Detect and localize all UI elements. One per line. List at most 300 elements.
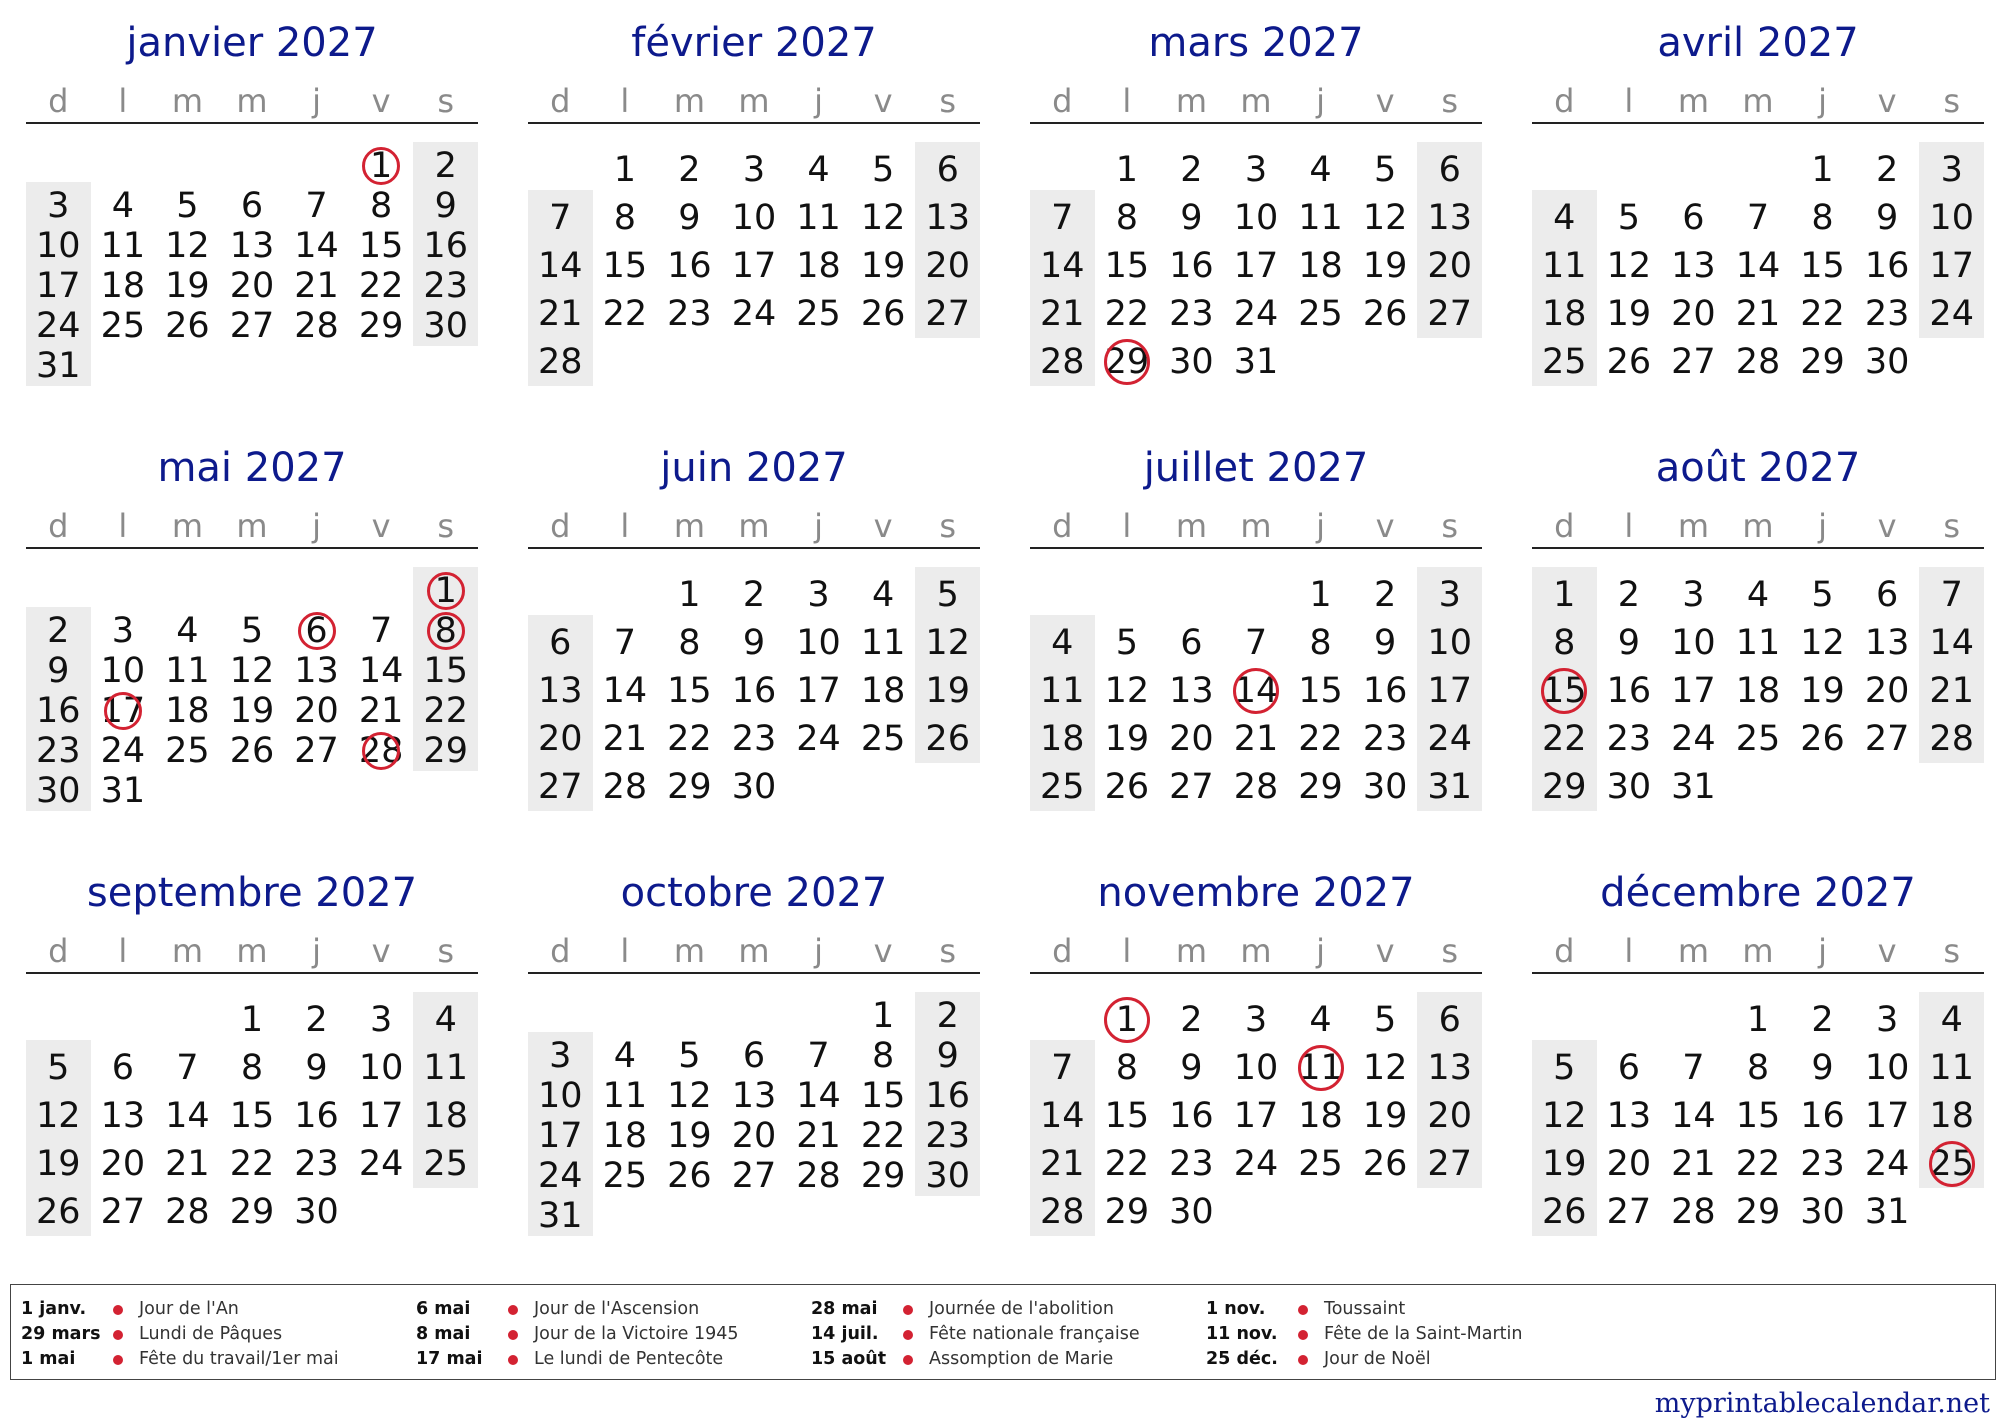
day-cell[interactable]: 6 bbox=[240, 186, 264, 226]
day-cell[interactable]: 1 bbox=[1811, 150, 1834, 190]
day-cell[interactable]: 11 bbox=[796, 198, 841, 238]
day-cell[interactable]: 12 bbox=[1606, 246, 1652, 286]
day-cell[interactable]: 7 bbox=[1682, 1048, 1705, 1088]
day-cell[interactable]: 26 bbox=[925, 719, 970, 759]
day-cell[interactable]: 7 bbox=[1051, 1048, 1074, 1088]
day-cell[interactable]: 17 bbox=[358, 1096, 404, 1136]
day-cell[interactable]: 25 bbox=[602, 1156, 648, 1196]
day-cell[interactable]: 12 bbox=[1362, 198, 1408, 238]
day-cell[interactable]: 5 bbox=[1811, 575, 1834, 615]
day-cell[interactable]: 8 bbox=[240, 1048, 264, 1088]
day-cell[interactable]: 27 bbox=[294, 731, 339, 771]
day-cell[interactable]: 27 bbox=[1864, 719, 1910, 759]
day-cell[interactable]: 19 bbox=[1362, 246, 1408, 286]
day-cell[interactable]: 28 bbox=[1233, 767, 1279, 807]
day-cell[interactable]: 22 bbox=[423, 691, 468, 731]
day-cell[interactable]: 13 bbox=[1671, 246, 1716, 286]
day-cell[interactable]: 23 bbox=[1606, 719, 1652, 759]
day-cell[interactable]: 17 bbox=[796, 671, 841, 711]
day-cell[interactable]: 7 bbox=[305, 186, 328, 226]
day-cell[interactable]: 3 bbox=[742, 150, 766, 190]
day-cell[interactable]: 16 bbox=[36, 691, 81, 731]
day-cell[interactable]: 5 bbox=[1373, 1000, 1397, 1040]
day-cell[interactable]: 10 bbox=[1233, 198, 1279, 238]
day-cell[interactable]: 13 bbox=[925, 198, 970, 238]
day-cell[interactable]: 5 bbox=[1373, 150, 1397, 190]
day-cell[interactable]: 14 bbox=[1040, 1096, 1085, 1136]
day-cell[interactable]: 15 bbox=[1735, 1096, 1781, 1136]
day-cell[interactable]: 19 bbox=[36, 1144, 81, 1184]
day-cell[interactable]: 26 bbox=[860, 294, 906, 334]
day-cell[interactable]: 1 bbox=[240, 1000, 264, 1040]
day-cell[interactable]: 10 bbox=[1864, 1048, 1910, 1088]
day-cell[interactable]: 17 bbox=[1233, 246, 1279, 286]
day-cell[interactable]: 13 bbox=[1864, 623, 1910, 663]
day-cell[interactable]: 24 bbox=[538, 1156, 583, 1196]
day-cell[interactable]: 13 bbox=[538, 671, 583, 711]
day-cell[interactable]: 16 bbox=[731, 671, 777, 711]
day-cell[interactable]: 30 bbox=[1606, 767, 1652, 807]
day-cell[interactable]: 30 bbox=[1864, 342, 1910, 382]
day-cell[interactable]: 11 bbox=[423, 1048, 468, 1088]
day-cell[interactable]: 10 bbox=[1233, 1048, 1279, 1088]
day-cell[interactable]: 29 bbox=[1735, 1192, 1781, 1232]
day-cell[interactable]: 23 bbox=[667, 294, 712, 334]
day-cell[interactable]: 27 bbox=[731, 1156, 777, 1196]
day-cell[interactable]: 28 bbox=[1040, 1192, 1085, 1232]
day-cell[interactable]: 9 bbox=[1617, 623, 1640, 663]
day-cell[interactable]: 4 bbox=[1309, 150, 1332, 190]
day-cell[interactable]: 8 bbox=[1746, 1048, 1770, 1088]
day-cell[interactable]: 22 bbox=[1104, 294, 1150, 334]
day-cell[interactable]: 2 bbox=[936, 996, 959, 1036]
day-cell[interactable]: 5 bbox=[240, 611, 264, 651]
day-cell[interactable]: 1 bbox=[871, 996, 895, 1036]
day-cell[interactable]: 5 bbox=[1553, 1048, 1576, 1088]
day-cell[interactable]: 11 bbox=[602, 1076, 648, 1116]
day-cell[interactable]: 2 bbox=[1373, 575, 1397, 615]
day-cell[interactable]: 4 bbox=[434, 1000, 457, 1040]
day-cell[interactable]: 26 bbox=[229, 731, 275, 771]
day-cell[interactable]: 26 bbox=[1606, 342, 1652, 382]
day-cell[interactable]: 16 bbox=[1169, 1096, 1214, 1136]
day-cell[interactable]: 1 bbox=[613, 150, 636, 190]
day-cell[interactable]: 31 bbox=[1233, 342, 1279, 382]
day-cell[interactable]: 1 bbox=[1115, 150, 1138, 190]
day-cell[interactable]: 6 bbox=[1617, 1048, 1640, 1088]
day-cell[interactable]: 14 bbox=[796, 1076, 841, 1116]
day-cell[interactable]: 6 bbox=[1438, 1000, 1461, 1040]
day-cell[interactable]: 4 bbox=[1553, 198, 1576, 238]
day-cell[interactable]: 18 bbox=[165, 691, 210, 731]
day-cell[interactable]: 24 bbox=[36, 306, 81, 346]
day-cell[interactable]: 20 bbox=[1671, 294, 1716, 334]
day-cell[interactable]: 29 bbox=[1104, 1192, 1150, 1232]
day-cell[interactable]: 2 bbox=[742, 575, 766, 615]
day-cell[interactable]: 19 bbox=[165, 266, 210, 306]
day-cell[interactable]: 19 bbox=[1362, 1096, 1408, 1136]
day-cell[interactable]: 1 bbox=[434, 571, 457, 611]
day-cell[interactable]: 23 bbox=[294, 1144, 339, 1184]
day-cell[interactable]: 8 bbox=[613, 198, 636, 238]
day-cell[interactable]: 26 bbox=[36, 1192, 81, 1232]
day-cell[interactable]: 16 bbox=[1864, 246, 1910, 286]
day-cell[interactable]: 15 bbox=[1800, 246, 1845, 286]
day-cell[interactable]: 3 bbox=[1940, 150, 1963, 190]
day-cell[interactable]: 26 bbox=[1362, 294, 1408, 334]
day-cell[interactable]: 2 bbox=[1875, 150, 1899, 190]
day-cell[interactable]: 25 bbox=[100, 306, 146, 346]
day-cell[interactable]: 11 bbox=[100, 226, 146, 266]
day-cell[interactable]: 14 bbox=[538, 246, 583, 286]
day-cell[interactable]: 13 bbox=[100, 1096, 146, 1136]
day-cell[interactable]: 10 bbox=[358, 1048, 404, 1088]
day-cell[interactable]: 12 bbox=[1362, 1048, 1408, 1088]
day-cell[interactable]: 18 bbox=[1929, 1096, 1974, 1136]
day-cell[interactable]: 23 bbox=[925, 1116, 970, 1156]
day-cell[interactable]: 19 bbox=[925, 671, 970, 711]
day-cell[interactable]: 13 bbox=[1427, 198, 1472, 238]
day-cell[interactable]: 28 bbox=[1929, 719, 1974, 759]
day-cell[interactable]: 26 bbox=[1362, 1144, 1408, 1184]
day-cell[interactable]: 13 bbox=[1169, 671, 1214, 711]
day-cell[interactable]: 23 bbox=[1864, 294, 1910, 334]
day-cell[interactable]: 13 bbox=[1427, 1048, 1472, 1088]
day-cell[interactable]: 16 bbox=[1362, 671, 1408, 711]
day-cell[interactable]: 21 bbox=[602, 719, 648, 759]
day-cell[interactable]: 24 bbox=[1671, 719, 1716, 759]
day-cell[interactable]: 3 bbox=[1875, 1000, 1899, 1040]
day-cell[interactable]: 16 bbox=[294, 1096, 339, 1136]
day-cell[interactable]: 9 bbox=[1180, 1048, 1203, 1088]
day-cell[interactable]: 27 bbox=[925, 294, 970, 334]
day-cell[interactable]: 5 bbox=[678, 1036, 701, 1076]
day-cell[interactable]: 29 bbox=[1298, 767, 1343, 807]
day-cell[interactable]: 30 bbox=[1169, 1192, 1214, 1232]
day-cell[interactable]: 14 bbox=[1671, 1096, 1716, 1136]
day-cell[interactable]: 17 bbox=[1233, 1096, 1279, 1136]
day-cell[interactable]: 13 bbox=[294, 651, 339, 691]
day-cell[interactable]: 22 bbox=[860, 1116, 906, 1156]
day-cell[interactable]: 2 bbox=[1617, 575, 1640, 615]
day-cell[interactable]: 17 bbox=[1427, 671, 1472, 711]
day-cell[interactable]: 25 bbox=[860, 719, 906, 759]
day-cell[interactable]: 20 bbox=[731, 1116, 777, 1156]
day-cell[interactable]: 28 bbox=[1671, 1192, 1716, 1232]
day-cell[interactable]: 11 bbox=[1929, 1048, 1974, 1088]
day-cell[interactable]: 17 bbox=[100, 691, 146, 731]
day-cell[interactable]: 29 bbox=[667, 767, 712, 807]
day-cell[interactable]: 28 bbox=[294, 306, 339, 346]
day-cell[interactable]: 28 bbox=[1735, 342, 1781, 382]
day-cell[interactable]: 20 bbox=[294, 691, 339, 731]
day-cell[interactable]: 28 bbox=[538, 342, 583, 382]
day-cell[interactable]: 30 bbox=[1362, 767, 1408, 807]
day-cell[interactable]: 7 bbox=[613, 623, 636, 663]
day-cell[interactable]: 7 bbox=[549, 198, 572, 238]
day-cell[interactable]: 2 bbox=[678, 150, 701, 190]
day-cell[interactable]: 14 bbox=[1735, 246, 1781, 286]
day-cell[interactable]: 22 bbox=[1800, 294, 1845, 334]
day-cell[interactable]: 23 bbox=[1362, 719, 1408, 759]
day-cell[interactable]: 17 bbox=[538, 1116, 583, 1156]
day-cell[interactable]: 21 bbox=[796, 1116, 841, 1156]
day-cell[interactable]: 23 bbox=[423, 266, 468, 306]
day-cell[interactable]: 21 bbox=[1735, 294, 1781, 334]
day-cell[interactable]: 31 bbox=[100, 771, 146, 811]
day-cell[interactable]: 31 bbox=[1671, 767, 1716, 807]
day-cell[interactable]: 25 bbox=[1542, 342, 1587, 382]
day-cell[interactable]: 29 bbox=[229, 1192, 275, 1232]
day-cell[interactable]: 11 bbox=[1298, 1048, 1343, 1088]
day-cell[interactable]: 29 bbox=[1104, 342, 1150, 382]
day-cell[interactable]: 9 bbox=[1373, 623, 1397, 663]
day-cell[interactable]: 24 bbox=[100, 731, 146, 771]
day-cell[interactable]: 19 bbox=[1542, 1144, 1587, 1184]
day-cell[interactable]: 4 bbox=[1051, 623, 1074, 663]
day-cell[interactable]: 3 bbox=[1438, 575, 1461, 615]
day-cell[interactable]: 1 bbox=[1115, 1000, 1138, 1040]
day-cell[interactable]: 30 bbox=[423, 306, 468, 346]
day-cell[interactable]: 7 bbox=[1940, 575, 1963, 615]
day-cell[interactable]: 3 bbox=[47, 186, 70, 226]
day-cell[interactable]: 20 bbox=[100, 1144, 146, 1184]
day-cell[interactable]: 30 bbox=[925, 1156, 970, 1196]
day-cell[interactable]: 17 bbox=[1864, 1096, 1910, 1136]
day-cell[interactable]: 7 bbox=[1746, 198, 1770, 238]
day-cell[interactable]: 26 bbox=[165, 306, 210, 346]
day-cell[interactable]: 18 bbox=[796, 246, 841, 286]
day-cell[interactable]: 27 bbox=[1606, 1192, 1652, 1232]
day-cell[interactable]: 8 bbox=[1115, 198, 1138, 238]
day-cell[interactable]: 21 bbox=[1671, 1144, 1716, 1184]
day-cell[interactable]: 29 bbox=[1542, 767, 1587, 807]
day-cell[interactable]: 27 bbox=[538, 767, 583, 807]
day-cell[interactable]: 31 bbox=[538, 1196, 583, 1236]
day-cell[interactable]: 24 bbox=[1233, 1144, 1279, 1184]
day-cell[interactable]: 25 bbox=[423, 1144, 468, 1184]
day-cell[interactable]: 19 bbox=[1800, 671, 1845, 711]
day-cell[interactable]: 20 bbox=[538, 719, 583, 759]
day-cell[interactable]: 22 bbox=[1735, 1144, 1781, 1184]
day-cell[interactable]: 7 bbox=[369, 611, 393, 651]
day-cell[interactable]: 22 bbox=[667, 719, 712, 759]
day-cell[interactable]: 9 bbox=[47, 651, 70, 691]
day-cell[interactable]: 24 bbox=[1233, 294, 1279, 334]
day-cell[interactable]: 26 bbox=[1800, 719, 1845, 759]
day-cell[interactable]: 20 bbox=[1169, 719, 1214, 759]
day-cell[interactable]: 11 bbox=[1542, 246, 1587, 286]
day-cell[interactable]: 9 bbox=[936, 1036, 959, 1076]
day-cell[interactable]: 16 bbox=[1606, 671, 1652, 711]
day-cell[interactable]: 14 bbox=[1233, 671, 1279, 711]
day-cell[interactable]: 3 bbox=[1244, 150, 1268, 190]
day-cell[interactable]: 21 bbox=[538, 294, 583, 334]
day-cell[interactable]: 27 bbox=[100, 1192, 146, 1232]
day-cell[interactable]: 24 bbox=[1864, 1144, 1910, 1184]
day-cell[interactable]: 21 bbox=[1929, 671, 1974, 711]
day-cell[interactable]: 5 bbox=[936, 575, 959, 615]
day-cell[interactable]: 22 bbox=[602, 294, 648, 334]
day-cell[interactable]: 17 bbox=[36, 266, 81, 306]
day-cell[interactable]: 20 bbox=[229, 266, 275, 306]
day-cell[interactable]: 22 bbox=[1298, 719, 1343, 759]
day-cell[interactable]: 31 bbox=[1864, 1192, 1910, 1232]
day-cell[interactable]: 29 bbox=[860, 1156, 906, 1196]
day-cell[interactable]: 25 bbox=[165, 731, 210, 771]
day-cell[interactable]: 21 bbox=[165, 1144, 210, 1184]
day-cell[interactable]: 25 bbox=[796, 294, 841, 334]
day-cell[interactable]: 22 bbox=[229, 1144, 275, 1184]
day-cell[interactable]: 30 bbox=[36, 771, 81, 811]
day-cell[interactable]: 6 bbox=[1875, 575, 1899, 615]
day-cell[interactable]: 11 bbox=[860, 623, 906, 663]
day-cell[interactable]: 24 bbox=[1929, 294, 1974, 334]
day-cell[interactable]: 2 bbox=[1811, 1000, 1834, 1040]
day-cell[interactable]: 12 bbox=[1104, 671, 1150, 711]
day-cell[interactable]: 8 bbox=[871, 1036, 895, 1076]
day-cell[interactable]: 27 bbox=[1427, 294, 1472, 334]
day-cell[interactable]: 1 bbox=[678, 575, 701, 615]
day-cell[interactable]: 8 bbox=[1811, 198, 1834, 238]
day-cell[interactable]: 10 bbox=[538, 1076, 583, 1116]
day-cell[interactable]: 18 bbox=[423, 1096, 468, 1136]
day-cell[interactable]: 22 bbox=[1104, 1144, 1150, 1184]
day-cell[interactable]: 28 bbox=[165, 1192, 210, 1232]
day-cell[interactable]: 29 bbox=[423, 731, 468, 771]
day-cell[interactable]: 24 bbox=[1427, 719, 1472, 759]
day-cell[interactable]: 20 bbox=[1427, 246, 1472, 286]
day-cell[interactable]: 3 bbox=[111, 611, 134, 651]
day-cell[interactable]: 5 bbox=[47, 1048, 70, 1088]
day-cell[interactable]: 8 bbox=[678, 623, 701, 663]
day-cell[interactable]: 11 bbox=[1298, 198, 1343, 238]
day-cell[interactable]: 23 bbox=[1800, 1144, 1845, 1184]
site-footer-link[interactable]: myprintablecalendar.net bbox=[1654, 1388, 1990, 1419]
day-cell[interactable]: 13 bbox=[229, 226, 275, 266]
day-cell[interactable]: 16 bbox=[1169, 246, 1214, 286]
day-cell[interactable]: 25 bbox=[1929, 1144, 1974, 1184]
day-cell[interactable]: 5 bbox=[871, 150, 895, 190]
day-cell[interactable]: 1 bbox=[1553, 575, 1576, 615]
day-cell[interactable]: 25 bbox=[1040, 767, 1085, 807]
day-cell[interactable]: 22 bbox=[1542, 719, 1587, 759]
day-cell[interactable]: 14 bbox=[294, 226, 339, 266]
day-cell[interactable]: 15 bbox=[1542, 671, 1587, 711]
day-cell[interactable]: 17 bbox=[1929, 246, 1974, 286]
day-cell[interactable]: 8 bbox=[1309, 623, 1332, 663]
day-cell[interactable]: 25 bbox=[1298, 294, 1343, 334]
day-cell[interactable]: 1 bbox=[1746, 1000, 1770, 1040]
day-cell[interactable]: 3 bbox=[369, 1000, 393, 1040]
day-cell[interactable]: 28 bbox=[602, 767, 648, 807]
day-cell[interactable]: 30 bbox=[294, 1192, 339, 1232]
day-cell[interactable]: 7 bbox=[176, 1048, 199, 1088]
day-cell[interactable]: 15 bbox=[1104, 246, 1150, 286]
day-cell[interactable]: 7 bbox=[1051, 198, 1074, 238]
day-cell[interactable]: 3 bbox=[1244, 1000, 1268, 1040]
day-cell[interactable]: 20 bbox=[1427, 1096, 1472, 1136]
day-cell[interactable]: 4 bbox=[613, 1036, 636, 1076]
day-cell[interactable]: 26 bbox=[1542, 1192, 1587, 1232]
day-cell[interactable]: 12 bbox=[667, 1076, 712, 1116]
day-cell[interactable]: 2 bbox=[1180, 150, 1203, 190]
day-cell[interactable]: 21 bbox=[358, 691, 404, 731]
day-cell[interactable]: 8 bbox=[1553, 623, 1576, 663]
day-cell[interactable]: 26 bbox=[667, 1156, 712, 1196]
day-cell[interactable]: 4 bbox=[111, 186, 134, 226]
day-cell[interactable]: 3 bbox=[549, 1036, 572, 1076]
day-cell[interactable]: 12 bbox=[165, 226, 210, 266]
day-cell[interactable]: 19 bbox=[1606, 294, 1652, 334]
day-cell[interactable]: 4 bbox=[871, 575, 895, 615]
day-cell[interactable]: 20 bbox=[925, 246, 970, 286]
day-cell[interactable]: 6 bbox=[111, 1048, 134, 1088]
day-cell[interactable]: 4 bbox=[1309, 1000, 1332, 1040]
day-cell[interactable]: 7 bbox=[807, 1036, 830, 1076]
day-cell[interactable]: 11 bbox=[165, 651, 210, 691]
day-cell[interactable]: 12 bbox=[1542, 1096, 1587, 1136]
day-cell[interactable]: 18 bbox=[1542, 294, 1587, 334]
day-cell[interactable]: 14 bbox=[602, 671, 648, 711]
day-cell[interactable]: 24 bbox=[796, 719, 841, 759]
day-cell[interactable]: 5 bbox=[1115, 623, 1138, 663]
day-cell[interactable]: 6 bbox=[305, 611, 328, 651]
day-cell[interactable]: 19 bbox=[860, 246, 906, 286]
day-cell[interactable]: 14 bbox=[358, 651, 404, 691]
day-cell[interactable]: 8 bbox=[1115, 1048, 1138, 1088]
day-cell[interactable]: 11 bbox=[1735, 623, 1781, 663]
day-cell[interactable]: 27 bbox=[1671, 342, 1716, 382]
day-cell[interactable]: 9 bbox=[1875, 198, 1899, 238]
day-cell[interactable]: 19 bbox=[1104, 719, 1150, 759]
day-cell[interactable]: 20 bbox=[1606, 1144, 1652, 1184]
day-cell[interactable]: 9 bbox=[678, 198, 701, 238]
day-cell[interactable]: 18 bbox=[860, 671, 906, 711]
day-cell[interactable]: 31 bbox=[1427, 767, 1472, 807]
day-cell[interactable]: 6 bbox=[549, 623, 572, 663]
day-cell[interactable]: 30 bbox=[731, 767, 777, 807]
day-cell[interactable]: 1 bbox=[1309, 575, 1332, 615]
day-cell[interactable]: 18 bbox=[602, 1116, 648, 1156]
day-cell[interactable]: 14 bbox=[1929, 623, 1974, 663]
day-cell[interactable]: 27 bbox=[1427, 1144, 1472, 1184]
day-cell[interactable]: 9 bbox=[434, 186, 457, 226]
day-cell[interactable]: 9 bbox=[1811, 1048, 1834, 1088]
day-cell[interactable]: 9 bbox=[305, 1048, 328, 1088]
day-cell[interactable]: 2 bbox=[1180, 1000, 1203, 1040]
day-cell[interactable]: 26 bbox=[1104, 767, 1150, 807]
day-cell[interactable]: 16 bbox=[1800, 1096, 1845, 1136]
day-cell[interactable]: 15 bbox=[358, 226, 404, 266]
day-cell[interactable]: 8 bbox=[369, 186, 393, 226]
day-cell[interactable]: 10 bbox=[796, 623, 841, 663]
day-cell[interactable]: 15 bbox=[423, 651, 468, 691]
day-cell[interactable]: 4 bbox=[1940, 1000, 1963, 1040]
day-cell[interactable]: 28 bbox=[1040, 342, 1085, 382]
day-cell[interactable]: 11 bbox=[1040, 671, 1085, 711]
day-cell[interactable]: 15 bbox=[1104, 1096, 1150, 1136]
day-cell[interactable]: 15 bbox=[860, 1076, 906, 1116]
day-cell[interactable]: 28 bbox=[358, 731, 404, 771]
day-cell[interactable]: 6 bbox=[936, 150, 959, 190]
day-cell[interactable]: 25 bbox=[1735, 719, 1781, 759]
day-cell[interactable]: 30 bbox=[1169, 342, 1214, 382]
day-cell[interactable]: 27 bbox=[1169, 767, 1214, 807]
day-cell[interactable]: 12 bbox=[229, 651, 275, 691]
day-cell[interactable]: 2 bbox=[305, 1000, 328, 1040]
day-cell[interactable]: 15 bbox=[602, 246, 648, 286]
